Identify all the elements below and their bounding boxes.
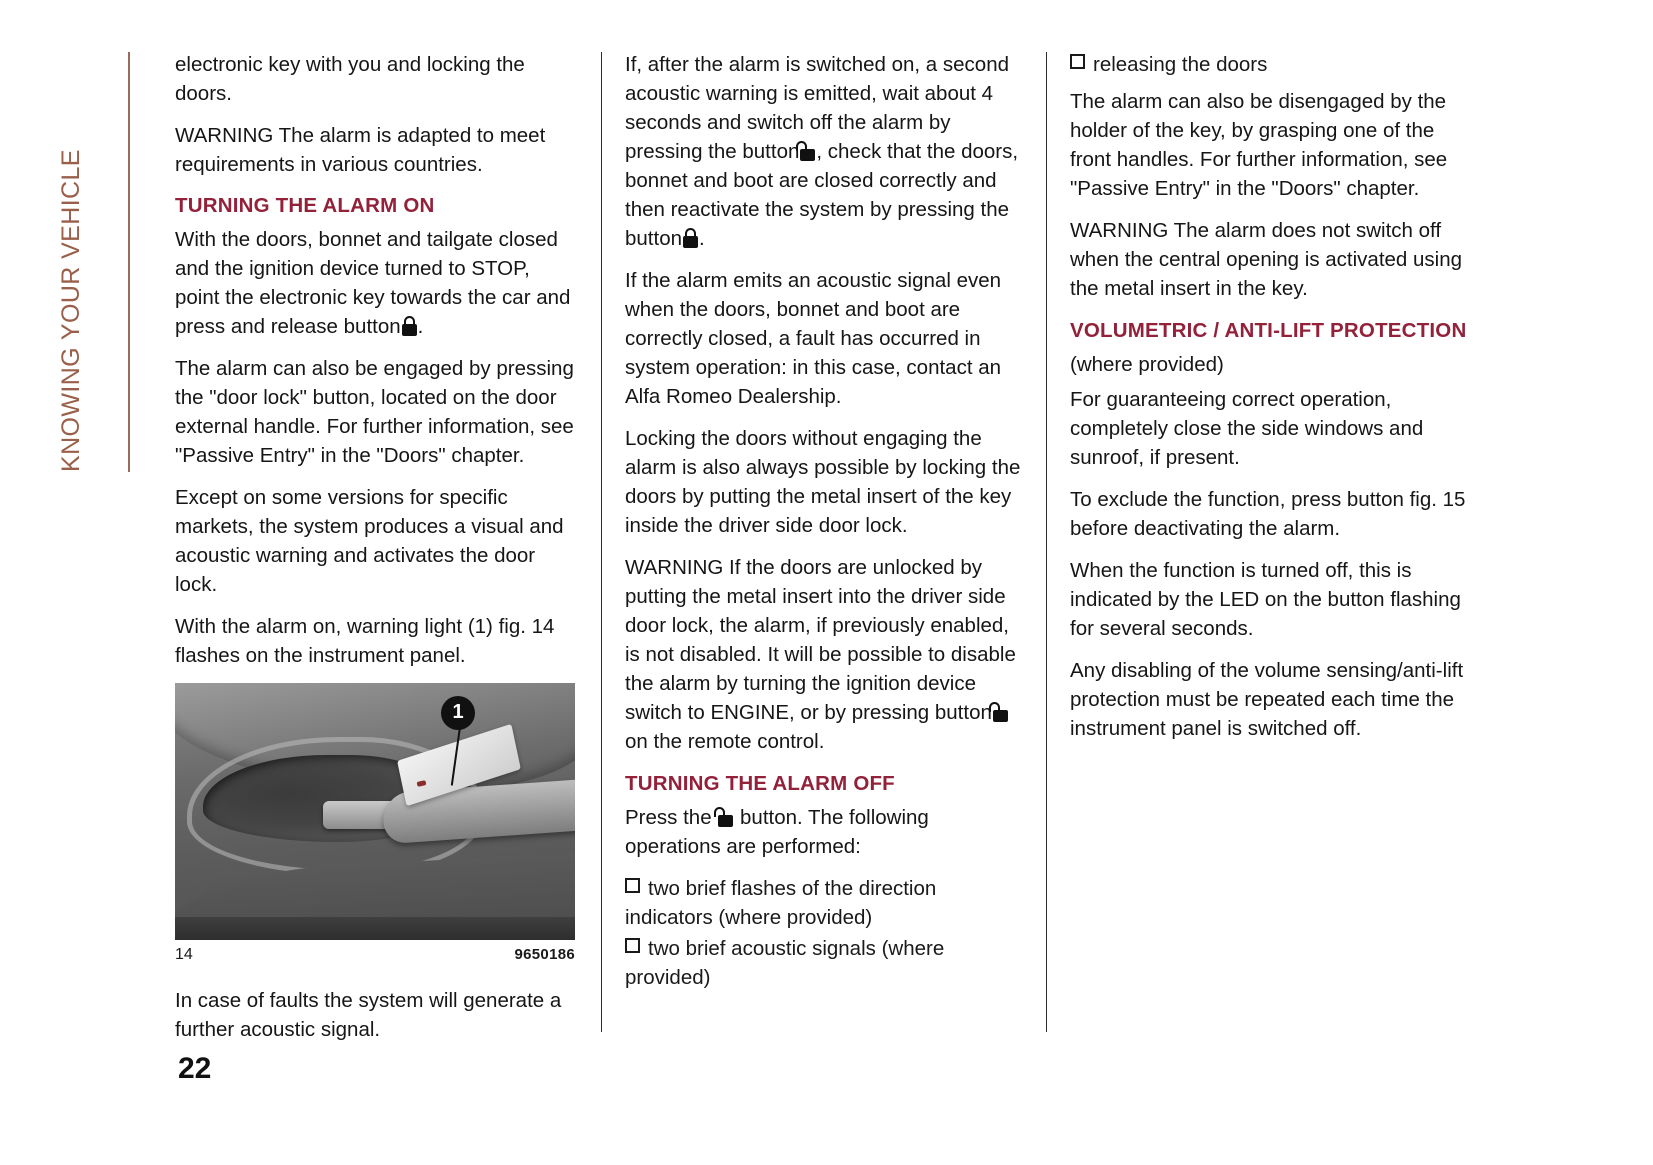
figure-number: 14 [175, 946, 193, 963]
unlock-icon [993, 702, 1008, 722]
lock-icon [402, 316, 417, 336]
paragraph-c3-2: WARNING The alarm does not switch off when the central opening is activated using the metal insert in the key. [1070, 219, 1463, 300]
paragraph-c2-5-text-a: Press the [625, 806, 712, 829]
chapter-tab-label: KNOWING YOUR VEHICLE [57, 149, 85, 472]
paragraph-c2-2: If the alarm emits an acoustic signal even when the doors, bonnet and boot are correctly closed, a fault has occurred in system operation: in this case, contact an Alfa Romeo Dealership. [625, 269, 1002, 408]
paragraph-c1-1: electronic key with you and locking the doors. [175, 53, 525, 105]
paragraph-c3-1: The alarm can also be disengaged by the holder of the key, by grasping one of the front handles. For further information, see "Passive Entry" in the "Doors" chapter. [1070, 90, 1448, 200]
paragraph-c1-3-text-b: . [417, 315, 424, 338]
list-item-label: two brief acoustic signals (where provided) [625, 937, 945, 989]
list-item [625, 874, 1025, 932]
paragraph-c3-5: To exclude the function, press button fig. 15 before deactivating the alarm. [1070, 488, 1466, 540]
column-divider-1 [601, 52, 602, 1032]
paragraph-c2-3: Locking the doors without engaging the alarm is also always possible by locking the doors by putting the metal insert of the key inside the driver side door lock. [625, 427, 1021, 537]
paragraph-c1-3 [175, 225, 575, 341]
door-bottom-edge [175, 917, 575, 940]
heading-turning-alarm-off: TURNING THE ALARM OFF [625, 772, 895, 795]
paragraph-c2-1 [625, 50, 1025, 253]
paragraph-c2-4 [625, 553, 1025, 756]
paragraph-c1-6: With the alarm on, warning light (1) fig. 14 flashes on the instrument panel. [175, 615, 555, 667]
paragraph-c2-1-text-b: , check that the doors, bonnet and boot are closed correctly and then reactivate the system by pressing the button [625, 140, 1019, 250]
lock-icon [683, 228, 698, 248]
figure-14-caption [175, 946, 575, 968]
column-divider-2 [1046, 52, 1047, 1032]
text-column-3 [1070, 50, 1470, 756]
paragraph-c3-7: Any disabling of the volume sensing/anti-lift protection must be repeated each time the instrument panel is switched off. [1070, 659, 1464, 740]
paragraph-c2-4-text-a: WARNING If the doors are unlocked by putting the metal insert into the driver side door lock, the alarm, if previously enabled, is not disabled. It will be possible to disable the alarm by turning the ignition device switch to ENGINE, or by pressing button [625, 556, 1016, 724]
text-column-2 [625, 50, 1025, 994]
figure-14 [175, 683, 575, 968]
unlock-icon [800, 141, 815, 161]
paragraph-c2-1-text-a: If, after the alarm is switched on, a second acoustic warning is emitted, wait about 4 seconds and switch off the alarm by pressing the button [625, 53, 1009, 163]
callout-badge-1: 1 [441, 696, 475, 730]
paragraph-c2-1-text-c: . [699, 227, 705, 250]
paragraph-c1-5: Except on some versions for specific markets, the system produces a visual and acoustic warning and activates the door lock. [175, 486, 564, 596]
paragraph-c1-4: The alarm can also be engaged by pressing the "door lock" button, located on the door external handle. For further information, see "Passive Entry" in the "Doors" chapter. [175, 357, 574, 467]
heading-volumetric-anti-lift-protection: VOLUMETRIC / ANTI-LIFT PROTECTION [1070, 319, 1467, 342]
heading-turning-alarm-on: TURNING THE ALARM ON [175, 194, 435, 217]
paragraph-c3-6: When the function is turned off, this is indicated by the LED on the button flashing for several seconds. [1070, 559, 1461, 640]
text-column-1 [175, 50, 575, 1057]
paragraph-c1-7: In case of faults the system will generate a further acoustic signal. [175, 989, 562, 1041]
list-item-label: two brief flashes of the direction indicators (where provided) [625, 877, 937, 929]
unlock-icon [718, 807, 733, 827]
figure-code: 9650186 [514, 946, 575, 963]
square-bullet-icon [1070, 54, 1085, 69]
paragraph-c3-4: For guaranteeing correct operation, completely close the side windows and sunroof, if present. [1070, 388, 1424, 469]
paragraph-c3-3: (where provided) [1070, 353, 1224, 376]
figure-14-image [175, 683, 575, 940]
paragraph-c2-5-text-b: button. The following operations are performed: [625, 806, 929, 858]
list-item-label: releasing the doors [1093, 53, 1268, 76]
chapter-tab [57, 52, 130, 472]
page-number: 22 [178, 1052, 212, 1085]
chapter-tab-rule [128, 52, 130, 472]
list-item [625, 934, 1025, 992]
list-item [1070, 50, 1470, 79]
square-bullet-icon [625, 878, 640, 893]
square-bullet-icon [625, 938, 640, 953]
paragraph-c2-5 [625, 803, 1025, 861]
paragraph-c1-2: WARNING The alarm is adapted to meet requirements in various countries. [175, 124, 546, 176]
paragraph-c1-3-text-a: With the doors, bonnet and tailgate closed and the ignition device turned to STOP, point the electronic key towards the car and press and release button [175, 228, 571, 338]
paragraph-c2-4-text-b: on the remote control. [625, 730, 825, 753]
